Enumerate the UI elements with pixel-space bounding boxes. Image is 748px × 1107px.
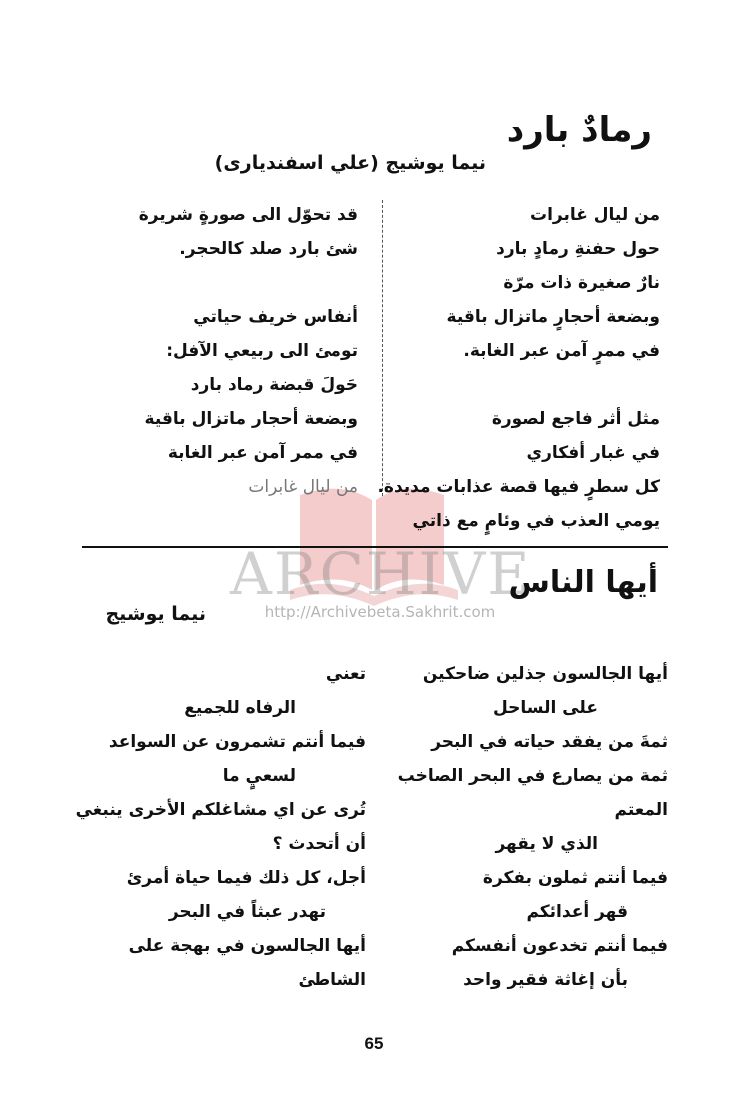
verse-line: كل سطرٍ فيها قصة عذابات مديدة. <box>377 477 660 497</box>
verse-line: أيها الجالسون جذلين ضاحكين <box>422 664 668 684</box>
verse-line: حول حفنةِ رمادٍ بارد <box>496 239 660 259</box>
verse-line: أن أتحدث ؟ <box>272 834 366 854</box>
verse-line: من ليال غابرات <box>248 477 358 497</box>
watermark-url: http://Archivebeta.Sakhrit.com <box>264 603 496 621</box>
poem2-title: أيها الناس <box>508 565 658 600</box>
verse-line: تعني <box>325 664 366 684</box>
poem2-right-column <box>348 657 668 997</box>
verse-line: من ليال غابرات <box>530 205 660 225</box>
verse-line: وبضعة أحجار ماتزال باقية <box>144 409 358 429</box>
verse-line: يومي العذب في وئامٍ مع ذاتي <box>412 511 660 531</box>
verse-line: حَولَ قبضة رماد بارد <box>190 375 358 395</box>
verse-line: وبضعة أحجارٍ ماتزال باقية <box>446 307 660 327</box>
verse-line: ثمة من يصارع في البحر الصاخب <box>397 766 668 786</box>
verse-line: قد تحوّل الى صورةٍ شريرة <box>138 205 358 225</box>
verse-line: على الساحل <box>493 698 598 718</box>
page-number: 65 <box>364 1034 384 1053</box>
poem2-left-column <box>75 657 366 997</box>
poem1-right-column <box>360 198 660 538</box>
verse-line: مثل أثر فاجع لصورة <box>491 409 660 429</box>
verse-line: فيما أنتم ثملون بفكرة <box>482 868 668 888</box>
verse-line: الرفاه للجميع <box>184 698 296 718</box>
verse-line: في غبار أفكاري <box>526 443 660 463</box>
verse-line: بأن إغاثة فقير واحد <box>463 970 628 990</box>
poem1-title: رمادٌ بارد <box>506 110 652 150</box>
poem1-left-column <box>108 198 358 504</box>
column-divider <box>382 200 384 496</box>
verse-line: في ممرٍ آمن عبر الغابة. <box>463 341 660 361</box>
verse-line: فيما أنتم تشمرون عن السواعد <box>108 732 366 752</box>
verse-line: الذي لا يقهر <box>495 834 598 854</box>
verse-line: أجل، كل ذلك فيما حياة أمرئ <box>126 868 366 888</box>
verse-line: تُرى عن اي مشاغلكم الأخرى ينبغي <box>75 800 366 820</box>
verse-line: في ممر آمن عبر الغابة <box>167 443 358 463</box>
poem1-poet: نيما يوشيج (علي اسفنديارى) <box>214 152 486 174</box>
verse-line: لسعيٍ ما <box>222 766 296 786</box>
verse-line: قهر أعدائكم <box>526 902 628 922</box>
section-divider <box>82 546 668 548</box>
verse-line: أنفاس خريف حياتي <box>193 307 358 327</box>
poem2-poet: نيما يوشيج <box>105 603 206 625</box>
verse-line: أيها الجالسون في بهجة على <box>128 936 366 956</box>
verse-line: فيما أنتم تخدعون أنفسكم <box>451 936 668 956</box>
verse-line: شئ بارد صلد كالحجر. <box>179 239 358 259</box>
verse-line: نارٌ صغيرة ذات مرّة <box>503 273 660 293</box>
verse-line: ثمةَ من يفقد حياته في البحر <box>431 732 668 752</box>
watermark-text: ARCHIVE <box>230 540 532 608</box>
verse-line: تهدر عبثاً في البحر <box>168 902 326 922</box>
verse-line: تومئ الى ربيعي الآفل: <box>166 341 358 361</box>
stanza-gap <box>108 266 358 300</box>
verse-line: الشاطئ <box>298 970 366 990</box>
stanza-gap <box>360 368 660 402</box>
verse-line: المعتم <box>614 800 668 820</box>
